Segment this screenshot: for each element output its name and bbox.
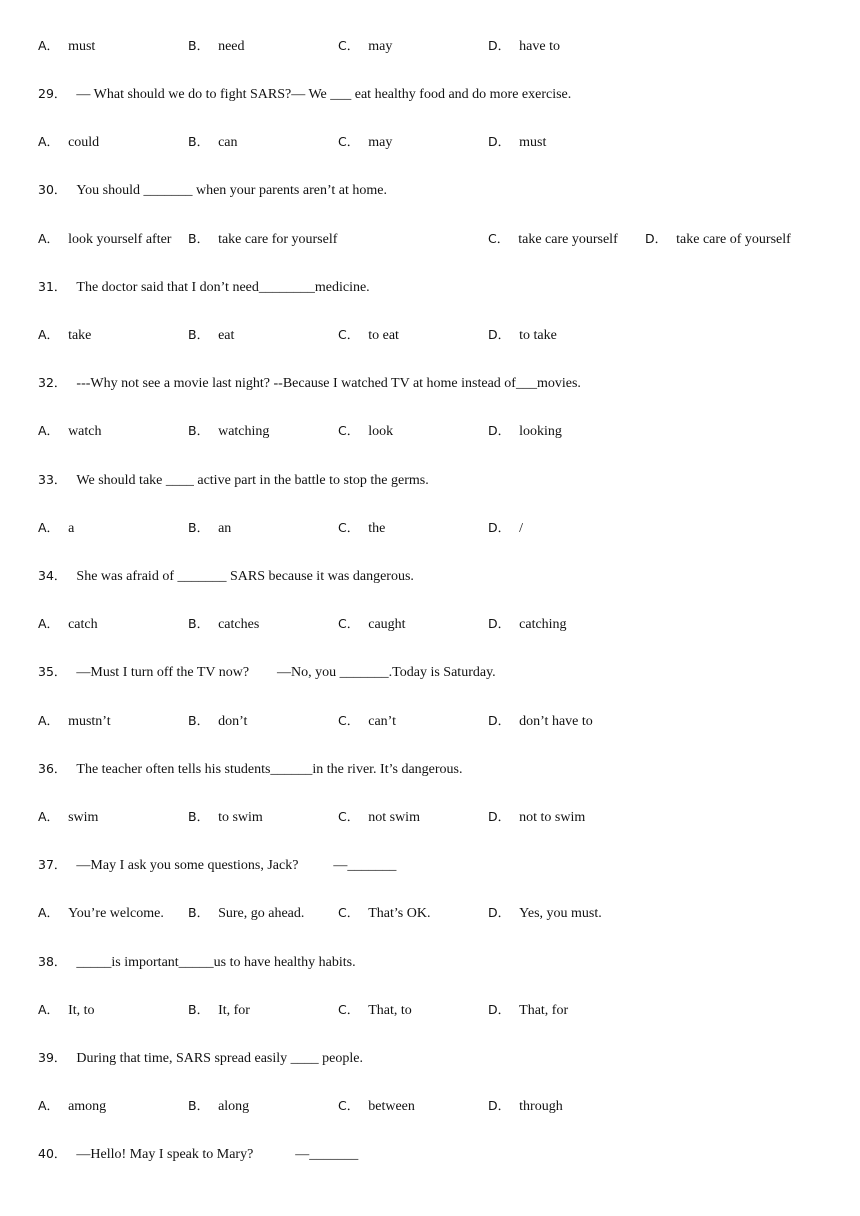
question-text: She was afraid of _______ SARS because it was dangerous. <box>76 569 414 584</box>
option-c <box>338 1095 415 1118</box>
option-a <box>38 131 99 154</box>
option-a <box>38 324 91 347</box>
option-d <box>488 420 562 443</box>
option-text: You’re welcome. <box>68 906 164 921</box>
option-text: looking <box>519 424 562 439</box>
option-text: swim <box>68 810 99 825</box>
option-c <box>338 517 385 540</box>
option-c <box>338 902 430 925</box>
option-a <box>38 420 102 443</box>
option-letter: C． <box>338 616 360 631</box>
question-stem <box>38 179 387 201</box>
option-text: must <box>519 135 547 150</box>
option-letter: A． <box>38 231 60 246</box>
option-c <box>338 131 392 154</box>
option-letter: C． <box>338 520 360 535</box>
question-number: 34． <box>38 568 67 583</box>
option-b <box>188 35 245 58</box>
option-a <box>38 1095 106 1118</box>
option-text: have to <box>519 39 560 54</box>
option-text: eat <box>218 328 235 343</box>
option-c <box>338 420 393 443</box>
option-letter: B． <box>188 905 210 920</box>
option-text: take <box>68 328 92 343</box>
question-text: ---Why not see a movie last night? --Because I watched TV at home instead of___movies. <box>76 376 581 391</box>
option-d <box>488 131 546 154</box>
question-text: —Must I turn off the TV now? —No, you _______.Today is Saturday. <box>76 665 496 680</box>
option-letter: B． <box>188 134 210 149</box>
question-number: 32． <box>38 375 67 390</box>
option-letter: B． <box>188 327 210 342</box>
question-text: You should _______ when your parents aren’t at home. <box>76 183 387 198</box>
option-d <box>488 517 523 540</box>
option-letter: D． <box>488 520 511 535</box>
option-letter: A． <box>38 1098 60 1113</box>
question-number: 33． <box>38 472 67 487</box>
question-number: 38． <box>38 954 67 969</box>
option-text: don’t <box>218 714 248 729</box>
option-letter: A． <box>38 809 60 824</box>
question-stem <box>38 854 396 876</box>
option-letter: A． <box>38 520 60 535</box>
question-text: _____is important_____us to have healthy habits. <box>76 955 356 970</box>
option-letter: D． <box>488 327 511 342</box>
option-b <box>188 1095 249 1118</box>
option-letter: D． <box>488 809 511 824</box>
option-text: catches <box>218 617 260 632</box>
option-text: among <box>68 1099 107 1114</box>
option-letter: B． <box>188 423 210 438</box>
option-a <box>38 710 111 733</box>
question-text: — What should we do to fight SARS?— We ___ eat healthy food and do more exercise. <box>76 87 572 102</box>
option-letter: D． <box>488 1098 511 1113</box>
option-text: to take <box>519 328 557 343</box>
option-d <box>488 999 568 1022</box>
question-number: 37． <box>38 857 67 872</box>
option-c <box>338 999 412 1022</box>
option-letter: A． <box>38 423 60 438</box>
question-stem <box>38 758 462 780</box>
option-letter: A． <box>38 134 60 149</box>
question-stem <box>38 1047 363 1069</box>
option-letter: D． <box>488 1002 511 1017</box>
option-letter: C． <box>338 905 360 920</box>
option-b <box>188 131 238 154</box>
option-text: look <box>368 424 394 439</box>
option-a <box>38 613 98 636</box>
option-text: not swim <box>368 810 420 825</box>
option-text: mustn’t <box>68 714 111 729</box>
option-d <box>488 324 557 347</box>
option-text: look yourself after <box>68 232 172 247</box>
option-text: not to swim <box>519 810 586 825</box>
option-letter: A． <box>38 905 60 920</box>
question-text: We should take ____ active part in the battle to stop the germs. <box>76 473 429 488</box>
option-letter: A． <box>38 616 60 631</box>
option-letter: B． <box>188 616 210 631</box>
option-text: could <box>68 135 100 150</box>
option-letter: C． <box>338 1002 360 1017</box>
option-text: That, for <box>519 1003 569 1018</box>
option-c <box>338 35 392 58</box>
option-b <box>188 999 250 1022</box>
option-a <box>38 902 164 925</box>
option-text: to swim <box>218 810 263 825</box>
option-letter: B． <box>188 520 210 535</box>
option-a <box>38 228 171 251</box>
option-c <box>338 324 399 347</box>
question-stem <box>38 565 414 587</box>
option-text: a <box>68 521 75 536</box>
option-text: can’t <box>368 714 396 729</box>
option-d <box>488 902 602 925</box>
option-letter: A． <box>38 327 60 342</box>
option-text: don’t have to <box>519 714 593 729</box>
option-text: may <box>368 135 393 150</box>
option-d <box>488 806 585 829</box>
question-text: The doctor said that I don’t need________medicine. <box>76 280 370 295</box>
option-text: It, to <box>68 1003 95 1018</box>
option-text: catching <box>519 617 567 632</box>
option-text: can <box>218 135 238 150</box>
option-d <box>488 613 567 636</box>
option-letter: D． <box>488 423 511 438</box>
option-letter: B． <box>188 809 210 824</box>
option-letter: B． <box>188 231 210 246</box>
option-text: caught <box>368 617 406 632</box>
option-a <box>38 806 98 829</box>
option-b <box>188 420 269 443</box>
option-d <box>488 710 593 733</box>
option-b <box>188 228 337 251</box>
option-letter: D． <box>488 905 511 920</box>
option-text: to eat <box>368 328 399 343</box>
option-text: may <box>368 39 393 54</box>
option-a <box>38 999 95 1022</box>
option-b <box>188 517 231 540</box>
option-text: Yes, you must. <box>519 906 602 921</box>
question-stem <box>38 661 496 683</box>
option-letter: D． <box>488 38 511 53</box>
option-text: must <box>68 39 96 54</box>
option-letter: B． <box>188 1002 210 1017</box>
question-stem <box>38 83 571 105</box>
question-number: 31． <box>38 279 67 294</box>
question-number: 39． <box>38 1050 67 1065</box>
option-text: It, for <box>218 1003 250 1018</box>
question-number: 29． <box>38 86 67 101</box>
option-a <box>38 35 95 58</box>
option-b <box>188 324 234 347</box>
option-letter: A． <box>38 1002 60 1017</box>
option-text: / <box>519 521 524 536</box>
option-b <box>188 710 247 733</box>
question-number: 35． <box>38 664 67 679</box>
option-letter: B． <box>188 38 210 53</box>
option-text: catch <box>68 617 98 632</box>
option-letter: C． <box>338 1098 360 1113</box>
question-text: The teacher often tells his students______in the river. It’s dangerous. <box>76 762 463 777</box>
option-letter: D． <box>488 713 511 728</box>
option-letter: C． <box>338 327 360 342</box>
option-text: watching <box>218 424 270 439</box>
option-d <box>488 35 560 58</box>
question-stem <box>38 372 581 394</box>
question-stem <box>38 1143 358 1165</box>
option-b <box>188 806 263 829</box>
option-letter: D． <box>645 231 668 246</box>
option-text: along <box>218 1099 250 1114</box>
option-letter: C． <box>338 38 360 53</box>
option-d <box>488 1095 563 1118</box>
option-letter: A． <box>38 713 60 728</box>
option-letter: A． <box>38 38 60 53</box>
question-text: During that time, SARS spread easily ____ people. <box>76 1051 363 1066</box>
option-a <box>38 517 74 540</box>
question-number: 30． <box>38 182 67 197</box>
option-letter: B． <box>188 713 210 728</box>
option-text: an <box>218 521 232 536</box>
option-b <box>188 613 259 636</box>
option-text: through <box>519 1099 563 1114</box>
option-text: Sure, go ahead. <box>218 906 305 921</box>
option-text: between <box>368 1099 415 1114</box>
option-text: take care for yourself <box>218 232 338 247</box>
option-text: That, to <box>368 1003 412 1018</box>
option-c <box>338 710 396 733</box>
question-stem <box>38 276 370 298</box>
option-letter: C． <box>338 713 360 728</box>
question-text: —May I ask you some questions, Jack? —_______ <box>76 858 397 873</box>
option-letter: D． <box>488 134 511 149</box>
option-letter: C． <box>338 134 360 149</box>
option-letter: B． <box>188 1098 210 1113</box>
question-number: 36． <box>38 761 67 776</box>
option-letter: C． <box>488 231 510 246</box>
option-text: need <box>218 39 245 54</box>
question-stem <box>38 469 429 491</box>
option-b <box>188 902 304 925</box>
option-text: take care of yourself <box>676 232 791 247</box>
option-c <box>338 806 420 829</box>
question-text: —Hello! May I speak to Mary? —_______ <box>76 1147 359 1162</box>
option-text: take care yourself <box>518 232 618 247</box>
option-text: That’s OK. <box>368 906 431 921</box>
option-c <box>488 228 618 251</box>
option-d <box>645 228 791 251</box>
option-letter: D． <box>488 616 511 631</box>
option-c <box>338 613 406 636</box>
question-stem <box>38 951 356 973</box>
option-text: watch <box>68 424 102 439</box>
question-number: 40． <box>38 1146 67 1161</box>
option-letter: C． <box>338 423 360 438</box>
option-letter: C． <box>338 809 360 824</box>
option-text: the <box>368 521 386 536</box>
